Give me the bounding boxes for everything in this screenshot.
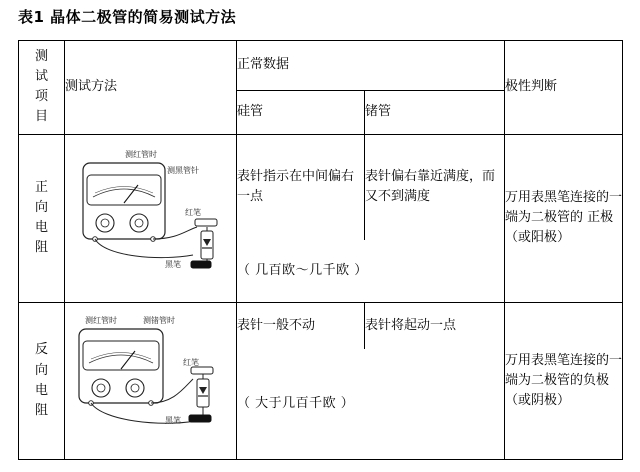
table-row <box>19 302 623 349</box>
header-item-char-4: 目 <box>34 109 48 125</box>
row1-range-value: （ 几百欧～几千欧 ） <box>237 240 505 302</box>
row1-item-char-2: 向 <box>34 199 48 215</box>
figure-label-red-probe: 红笔 <box>183 357 199 367</box>
header-cell-item <box>19 41 65 135</box>
table-caption: 表1 晶体二极管的简易测试方法 <box>18 8 237 26</box>
row2-germanium-value: 表针将起动一点 <box>365 302 505 349</box>
header-cell-normal: 正常数据 <box>237 41 505 91</box>
row2-item-label <box>19 302 65 459</box>
figure-label-black-probe: 黑笔 <box>165 415 181 425</box>
header-item-char-1: 测 <box>34 48 48 64</box>
row1-method-figure-cell <box>65 134 237 302</box>
row2-method-figure-cell <box>65 302 237 459</box>
header-cell-germanium: 锗管 <box>365 90 505 134</box>
row1-item-char-3: 电 <box>34 220 48 236</box>
row1-germanium-value: 表针偏右靠近满度，而又不到满度 <box>365 134 505 240</box>
row2-item-char-3: 电 <box>34 382 48 398</box>
row2-polarity-value: 万用表黑笔连接的一端为二极管的负极（或阴极） <box>505 302 623 459</box>
row2-item-char-1: 反 <box>34 342 48 358</box>
row1-silicon-value: 表针指示在中间偏右一点 <box>237 134 365 240</box>
row2-item-char-2: 向 <box>34 362 48 378</box>
header-item-char-3: 项 <box>34 89 48 105</box>
figure-label-germanium-test: 测锗管时 <box>143 315 175 325</box>
table-header-row <box>19 41 623 91</box>
row1-polarity-value: 万用表黑笔连接的一端为二极管的 正极（或阳极） <box>505 134 623 302</box>
row2-silicon-value: 表针一般不动 <box>237 302 365 349</box>
header-cell-polarity: 极性判断 <box>505 41 623 135</box>
figure-label-red-test: 测红管时 <box>85 315 117 325</box>
row1-item-label <box>19 134 65 302</box>
figure-label-red-probe: 红笔 <box>185 207 201 217</box>
figure-label-red-test: 测红管时 <box>125 149 157 159</box>
figure-label-black-test: 测黑管针 <box>167 165 199 175</box>
header-item-char-2: 试 <box>34 69 48 85</box>
multimeter-diagram-forward <box>65 135 236 302</box>
figure-label-black-probe: 黑笔 <box>165 259 181 269</box>
header-cell-method: 测试方法 <box>65 41 237 135</box>
row2-range-value: （ 大于几百千欧 ） <box>237 349 505 459</box>
header-cell-silicon: 硅管 <box>237 90 365 134</box>
row1-item-char-1: 正 <box>34 179 48 195</box>
row1-item-char-4: 阻 <box>34 240 48 256</box>
table-row <box>19 134 623 240</box>
multimeter-diagram-reverse <box>65 303 236 459</box>
diode-test-table <box>18 40 623 460</box>
row2-item-char-4: 阻 <box>34 402 48 418</box>
